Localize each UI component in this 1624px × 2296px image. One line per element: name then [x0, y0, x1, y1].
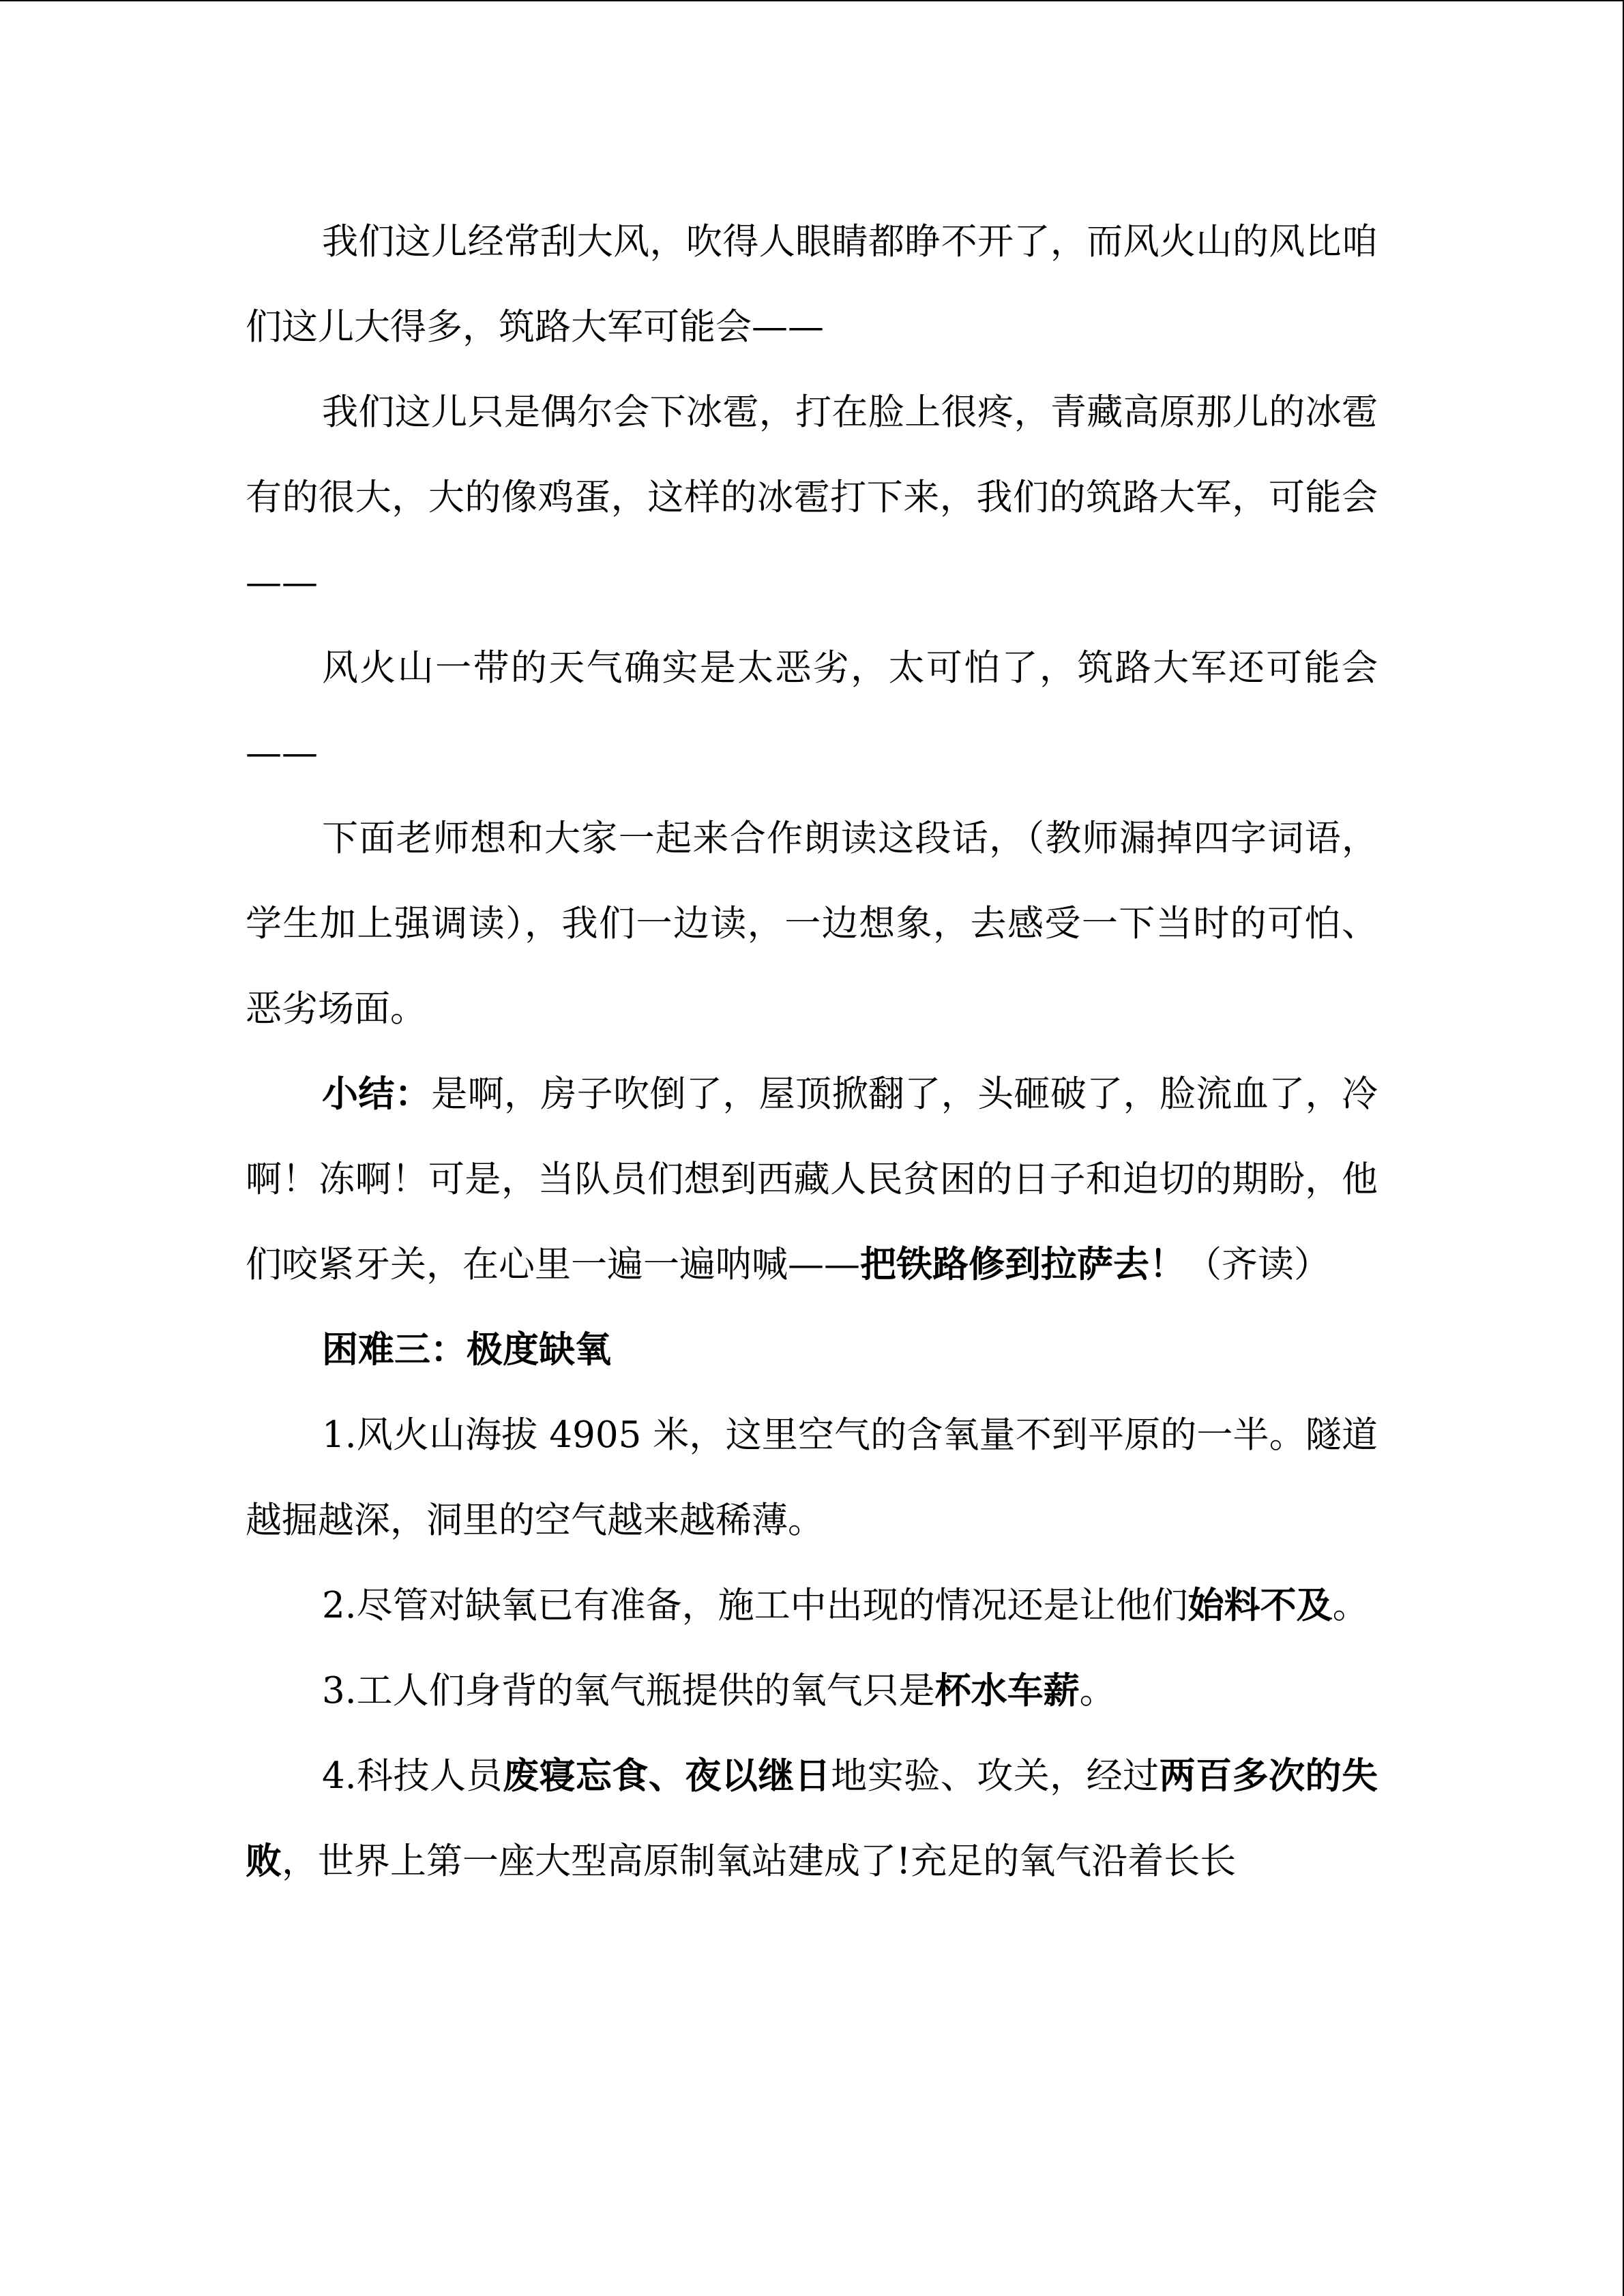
paragraph-text: 下面老师想和大家一起来合作朗读这段话，（教师漏掉四字词语，学生加上强调读），我们一边读，一边想象，去感受一下当时的可怕、恶劣场面。 — [246, 818, 1378, 1030]
paragraph-weather — [246, 625, 1378, 796]
list-item-3 — [246, 1648, 1378, 1733]
paragraph-text: 地实验、攻关，经过 — [831, 1755, 1160, 1797]
document-body — [246, 199, 1378, 1904]
emphasis-text: 始料不及 — [1187, 1584, 1333, 1626]
list-item-1 — [246, 1392, 1378, 1563]
list-item-4 — [246, 1733, 1378, 1904]
emphasis-text: 两百多次的失败 — [246, 1755, 1378, 1882]
paragraph-text: 。 — [1332, 1585, 1369, 1626]
paragraph-text: （齐读） — [1185, 1244, 1330, 1285]
paragraph-reading — [246, 796, 1378, 1052]
paragraph-text: 1.风火山海拔 4905 米，这里空气的含氧量不到平原的一半。隧道越掘越深，洞里的空气越来越稀薄。 — [246, 1414, 1378, 1541]
paragraph-text: 3.工人们身背的氧气瓶提供的氧气只是 — [322, 1670, 935, 1712]
paragraph-hail — [246, 370, 1378, 625]
paragraph-text: 是啊，房子吹倒了，屋顶掀翻了，头砸破了，脸流血了，冷啊！冻啊！可是，当队员们想到西藏人民贫困的日子和迫切的期盼，他们咬紧牙关，在心里一遍一遍呐喊—— — [246, 1073, 1378, 1285]
heading-text: 困难三：极度缺氧 — [322, 1328, 611, 1371]
paragraph-text: 我们这儿经常刮大风，吹得人眼睛都睁不开了，而风火山的风比咱们这儿大得多，筑路大军可能会—— — [246, 221, 1378, 348]
paragraph-text: 2.尽管对缺氧已有准备，施工中出现的情况还是让他们 — [322, 1585, 1188, 1626]
emphasis-text: 废寝忘食、夜以继日 — [502, 1755, 831, 1797]
paragraph-text: 4.科技人员 — [322, 1755, 503, 1797]
section-heading — [246, 1307, 1378, 1392]
paragraph-text: 我们这儿只是偶尔会下冰雹，打在脸上很疼，青藏高原那儿的冰雹有的很大，大的像鸡蛋，这样的冰雹打下来，我们的筑路大军，可能会—— — [246, 391, 1378, 603]
list-item-2 — [246, 1563, 1378, 1648]
paragraph-text: 。 — [1079, 1670, 1116, 1712]
paragraph-text: 风火山一带的天气确实是太恶劣，太可怕了，筑路大军还可能会—— — [246, 647, 1378, 774]
emphasis-text: 杯水车薪 — [934, 1669, 1080, 1712]
summary-label: 小结： — [322, 1073, 432, 1115]
emphasis-text: 把铁路修到拉萨去！ — [860, 1243, 1185, 1285]
paragraph-summary — [246, 1052, 1378, 1307]
paragraph-text: ，世界上第一座大型高原制氧站建成了!充足的氧气沿着长长 — [282, 1840, 1237, 1882]
paragraph-wind — [246, 199, 1378, 370]
